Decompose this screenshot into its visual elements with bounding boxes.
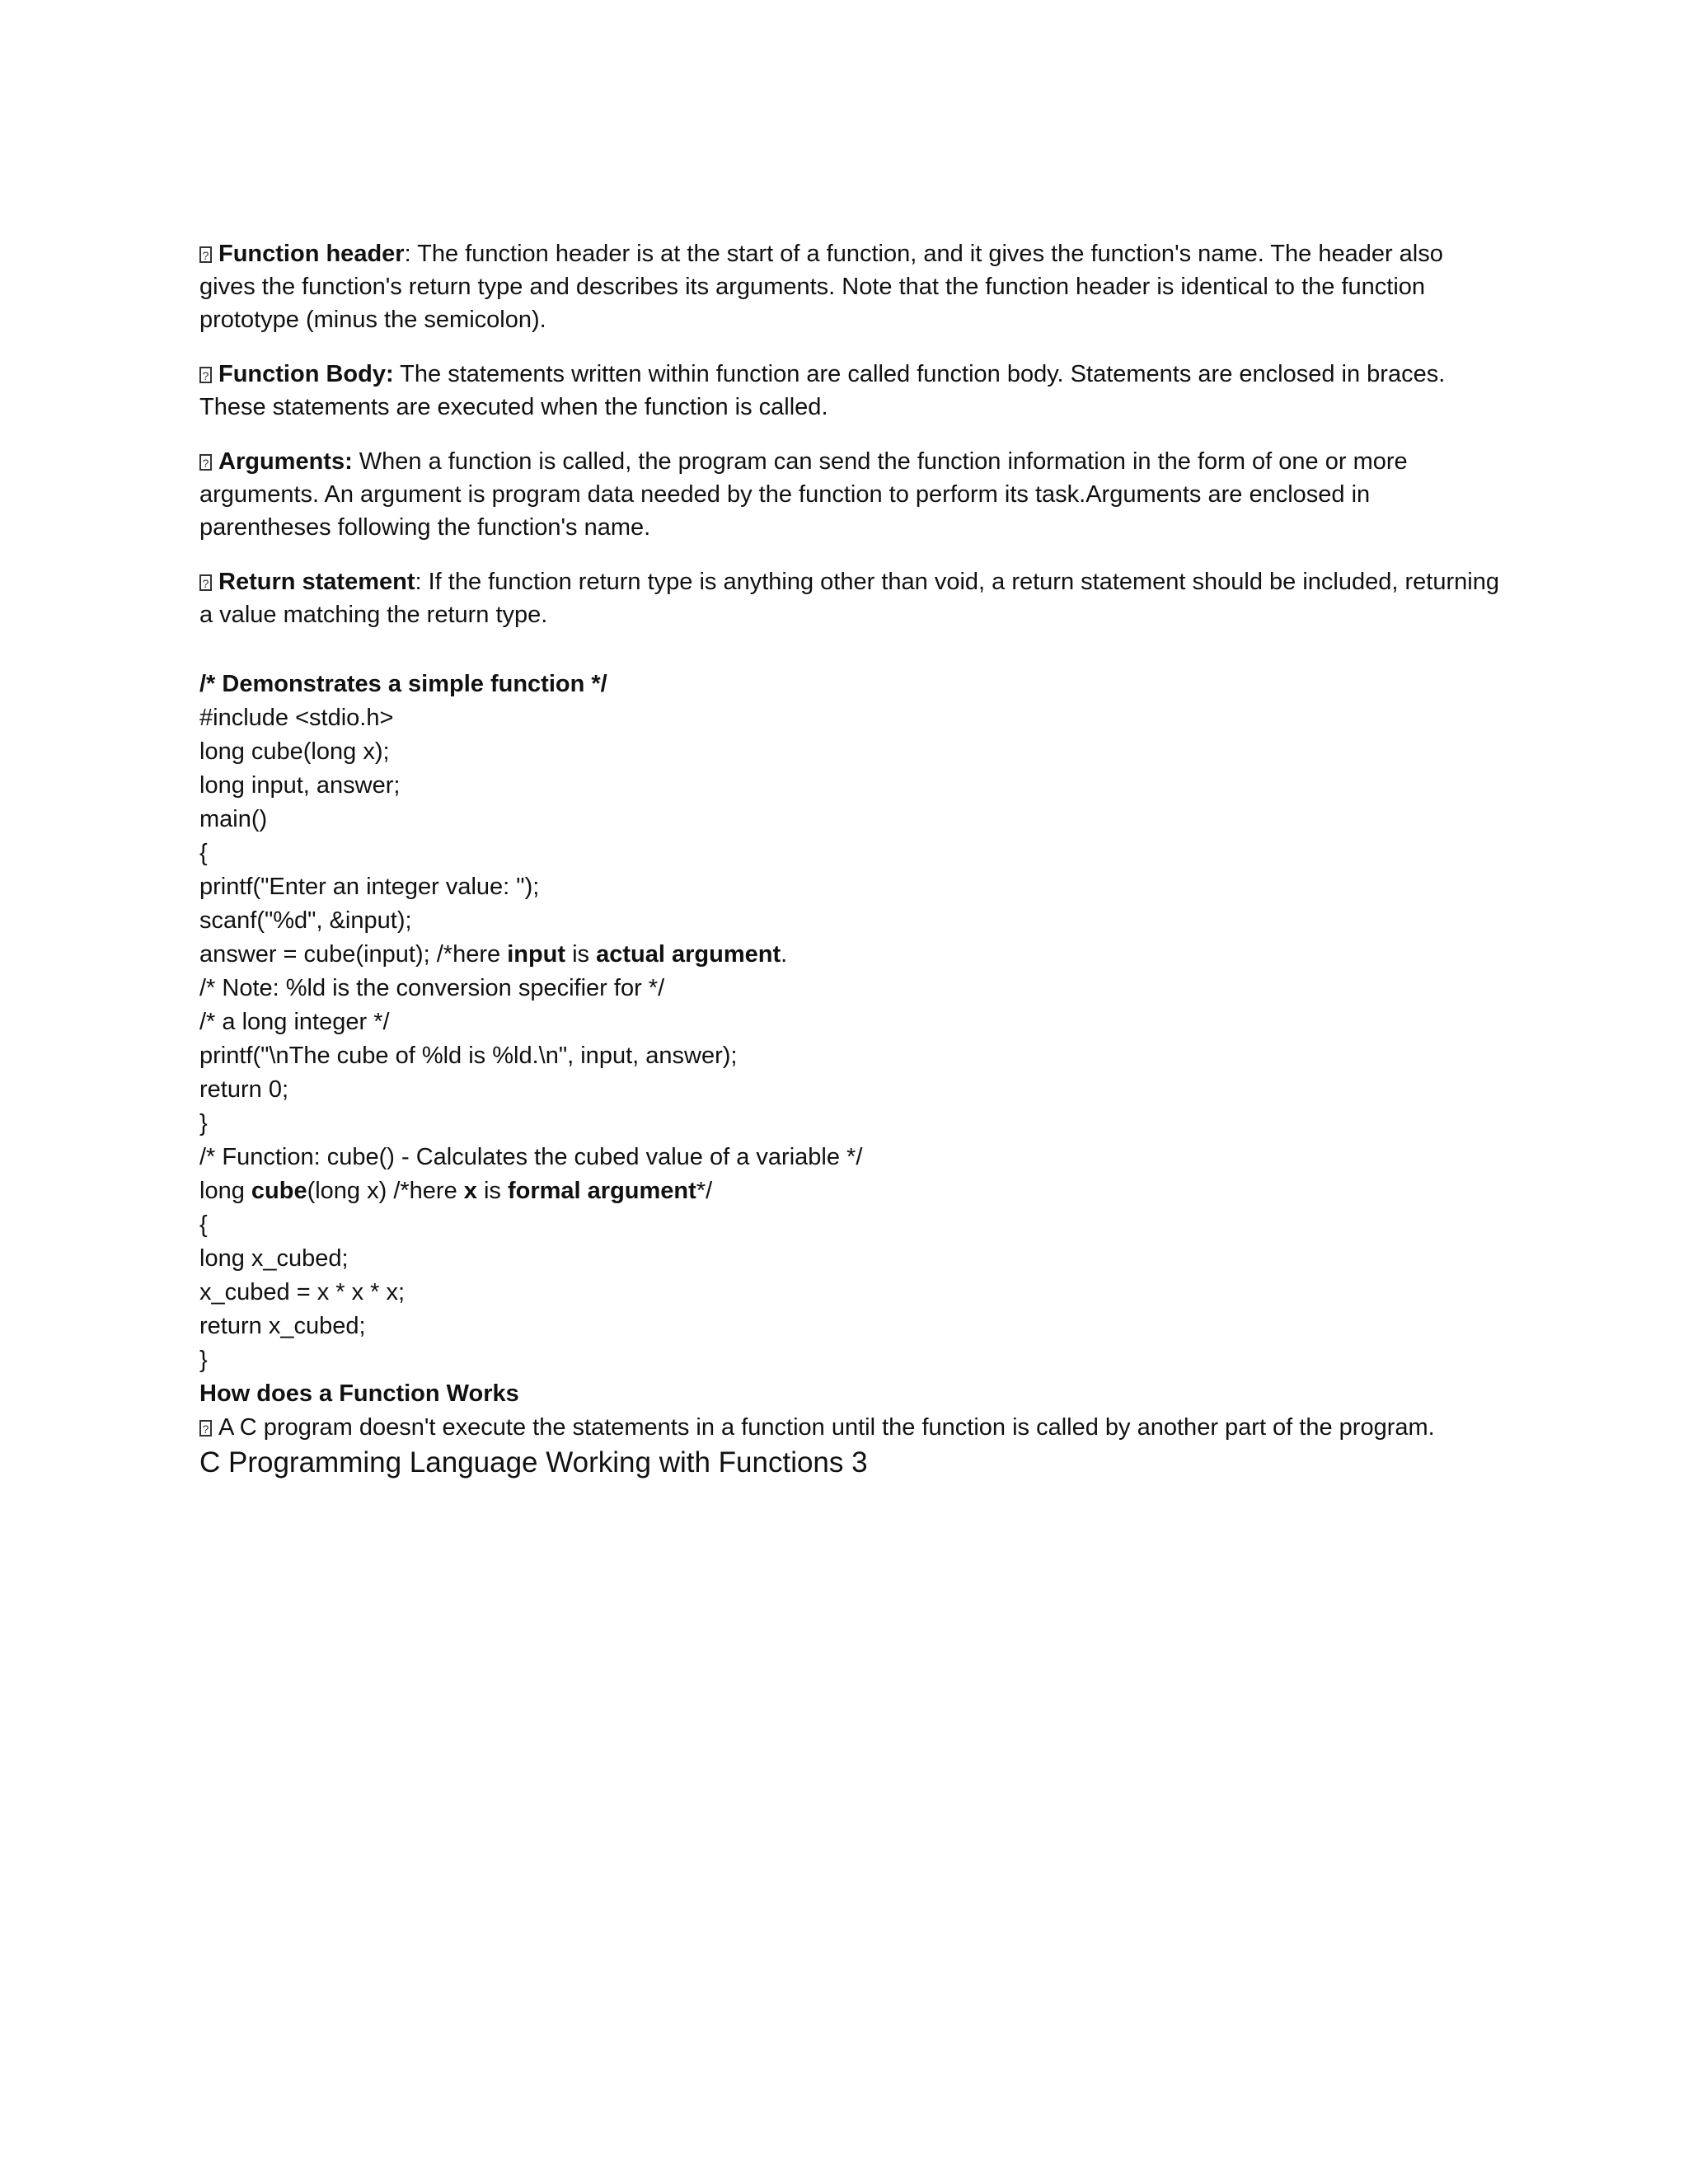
text-arguments: When a function is called, the program can send the function information in the form of one or more arguments. An argument is program data needed by the function to perform its task.Arguments are enclosed in parentheses following the function's name. [199,448,1408,541]
code-fragment: . [781,941,788,968]
code-line: /* Note: %ld is the conversion specifier for */ [199,975,665,1001]
code-fragment: answer = cube(input); /*here [199,941,508,968]
term-return-statement: Return statement [218,569,415,595]
code-listing [199,668,1502,1481]
section-text [199,1411,1502,1445]
code-keyword-cube: cube [251,1178,307,1204]
code-fragment: is [565,941,597,968]
code-keyword-x: x [463,1178,477,1204]
document-page [199,237,1502,1481]
code-line: x_cubed = x * x * x; [199,1279,406,1305]
code-fragment: is [476,1178,508,1204]
code-fragment: (long x) /*here [307,1178,464,1204]
text-function-header: : The function header is at the start of a function, and it gives the function's name. The header also gives the function's return type and describes its arguments. Note that the function header is identical to the function prototype (minus the semicolon). [199,241,1443,333]
paragraph-arguments [199,445,1502,544]
missing-glyph-icon [199,246,212,263]
missing-glyph-icon [199,367,212,383]
code-keyword-input: input [507,941,566,968]
code-line: #include <stdio.h> [199,705,394,731]
code-line: } [199,1110,208,1137]
code-line: return x_cubed; [199,1313,366,1339]
code-line: /* Function: cube() - Calculates the cubed value of a variable */ [199,1144,863,1170]
missing-glyph-icon [199,454,212,471]
code-keyword-formal-argument: formal argument [507,1178,696,1204]
code-line: } [199,1347,208,1373]
code-comment-title: /* Demonstrates a simple function */ [199,671,607,697]
code-line: main() [199,806,268,832]
term-function-header: Function header [218,241,405,267]
paragraph-function-header [199,237,1502,336]
term-function-body: Function Body: [218,361,394,387]
code-line: { [199,840,208,866]
section-text-content: A C program doesn't execute the statements in a function until the function is called by another part of the program. [218,1414,1435,1441]
page-footer: C Programming Language Working with Functions 3 [199,1446,868,1479]
code-line: scanf("%d", &input); [199,907,412,934]
missing-glyph-icon [199,574,212,591]
paragraph-return-statement [199,565,1502,631]
code-line: return 0; [199,1076,288,1103]
code-line-actual-argument [199,938,1502,972]
code-line: printf("Enter an integer value: "); [199,874,540,900]
code-line: /* a long integer */ [199,1009,390,1035]
code-keyword-actual-argument: actual argument [596,941,781,968]
text-return-statement: : If the function return type is anything other than void, a return statement should be included, returning a value matching the return type. [199,569,1499,628]
code-line: { [199,1212,208,1238]
missing-glyph-icon [199,1420,212,1436]
code-line: long cube(long x); [199,738,390,765]
text-function-body: The statements written within function are called function body. Statements are enclosed in braces. These statements are executed when the function is called. [199,361,1446,420]
code-fragment: long [199,1178,251,1204]
code-line: long x_cubed; [199,1245,349,1272]
term-arguments: Arguments: [218,448,353,475]
code-line: printf("\nThe cube of %ld is %ld.\n", input, answer); [199,1043,738,1069]
code-fragment: */ [696,1178,713,1204]
code-line: long input, answer; [199,772,401,799]
code-line-formal-argument [199,1174,1502,1208]
paragraph-function-body [199,358,1502,424]
section-heading: How does a Function Works [199,1380,519,1407]
